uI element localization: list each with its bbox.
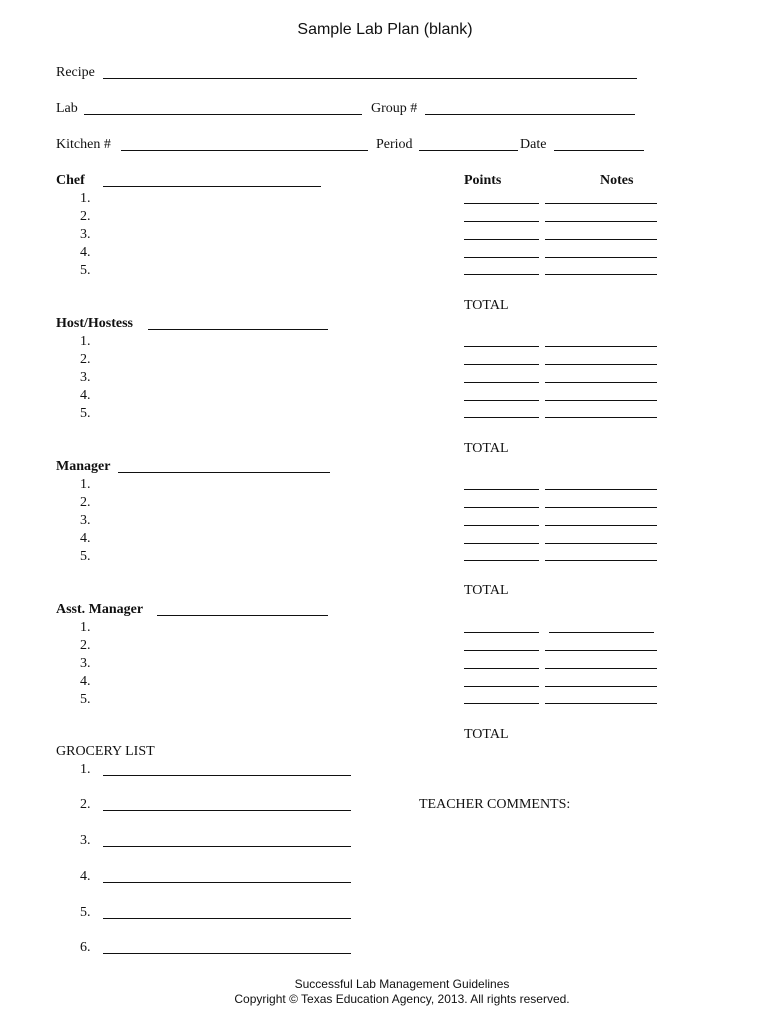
points-line[interactable]: [464, 382, 539, 383]
points-line[interactable]: [464, 632, 539, 633]
teacher-comments-label: TEACHER COMMENTS:: [419, 797, 571, 812]
section-role-chef: Chef: [56, 173, 85, 188]
points-line[interactable]: [464, 346, 539, 347]
points-line[interactable]: [464, 543, 539, 544]
group-line[interactable]: [425, 114, 635, 115]
chef-name-line[interactable]: [103, 186, 321, 187]
task-number: 3.: [80, 656, 91, 671]
points-line[interactable]: [464, 257, 539, 258]
task-number: 2.: [80, 638, 91, 653]
points-line[interactable]: [464, 203, 539, 204]
task-number: 1.: [80, 191, 91, 206]
section-total: TOTAL: [464, 298, 509, 313]
points-line[interactable]: [464, 668, 539, 669]
grocery-number: 3.: [80, 833, 91, 848]
asst-manager-name-line[interactable]: [157, 615, 328, 616]
grocery-heading: GROCERY LIST: [56, 744, 155, 759]
recipe-line[interactable]: [103, 78, 637, 79]
notes-line[interactable]: [545, 274, 657, 275]
grocery-line[interactable]: [103, 882, 351, 883]
host-name-line[interactable]: [148, 329, 328, 330]
points-line[interactable]: [464, 525, 539, 526]
points-line[interactable]: [464, 560, 539, 561]
task-number: 4.: [80, 388, 91, 403]
notes-line[interactable]: [545, 686, 657, 687]
section-total: TOTAL: [464, 727, 509, 742]
task-number: 3.: [80, 513, 91, 528]
notes-line[interactable]: [545, 239, 657, 240]
task-number: 5.: [80, 549, 91, 564]
notes-line[interactable]: [545, 650, 657, 651]
notes-line[interactable]: [545, 346, 657, 347]
task-number: 1.: [80, 334, 91, 349]
task-number: 4.: [80, 674, 91, 689]
points-line[interactable]: [464, 650, 539, 651]
points-line[interactable]: [464, 489, 539, 490]
kitchen-label: Kitchen #: [56, 137, 111, 152]
section-total: TOTAL: [464, 583, 509, 598]
notes-line[interactable]: [545, 543, 657, 544]
task-number: 3.: [80, 227, 91, 242]
notes-line[interactable]: [545, 703, 657, 704]
task-number: 4.: [80, 531, 91, 546]
grocery-line[interactable]: [103, 775, 351, 776]
footer-title: Successful Lab Management Guidelines: [294, 977, 510, 991]
section-role-asst-manager: Asst. Manager: [56, 602, 144, 617]
points-line[interactable]: [464, 364, 539, 365]
notes-line[interactable]: [545, 364, 657, 365]
notes-line[interactable]: [545, 257, 657, 258]
grocery-number: 4.: [80, 869, 91, 884]
recipe-label: Recipe: [56, 65, 95, 80]
notes-line[interactable]: [545, 417, 657, 418]
task-number: 5.: [80, 692, 91, 707]
grocery-line[interactable]: [103, 810, 351, 811]
task-number: 1.: [80, 620, 91, 635]
notes-line[interactable]: [545, 507, 657, 508]
task-number: 5.: [80, 406, 91, 421]
date-line[interactable]: [554, 150, 644, 151]
task-number: 1.: [80, 477, 91, 492]
points-heading: Points: [464, 173, 502, 188]
notes-line[interactable]: [545, 525, 657, 526]
grocery-number: 2.: [80, 797, 91, 812]
footer-copyright: Copyright © Texas Education Agency, 2013. All rights reserved.: [234, 992, 570, 1006]
date-label: Date: [520, 137, 547, 152]
notes-heading: Notes: [600, 173, 634, 188]
notes-line[interactable]: [545, 382, 657, 383]
notes-line[interactable]: [545, 221, 657, 222]
task-number: 2.: [80, 209, 91, 224]
grocery-line[interactable]: [103, 846, 351, 847]
grocery-line[interactable]: [103, 953, 351, 954]
kitchen-line[interactable]: [121, 150, 368, 151]
points-line[interactable]: [464, 400, 539, 401]
grocery-number: 5.: [80, 905, 91, 920]
grocery-line[interactable]: [103, 918, 351, 919]
notes-line[interactable]: [545, 203, 657, 204]
points-line[interactable]: [464, 274, 539, 275]
points-line[interactable]: [464, 221, 539, 222]
page-title: Sample Lab Plan (blank): [297, 21, 473, 38]
task-number: 4.: [80, 245, 91, 260]
task-number: 2.: [80, 495, 91, 510]
section-role-host: Host/Hostess: [56, 316, 133, 331]
grocery-number: 1.: [80, 762, 91, 777]
task-number: 2.: [80, 352, 91, 367]
notes-line[interactable]: [545, 668, 657, 669]
lab-line[interactable]: [84, 114, 362, 115]
notes-line[interactable]: [545, 489, 657, 490]
grocery-number: 6.: [80, 940, 91, 955]
lab-label: Lab: [56, 101, 78, 116]
task-number: 5.: [80, 263, 91, 278]
section-total: TOTAL: [464, 441, 509, 456]
notes-line[interactable]: [545, 400, 657, 401]
points-line[interactable]: [464, 417, 539, 418]
points-line[interactable]: [464, 239, 539, 240]
notes-line[interactable]: [549, 632, 654, 633]
points-line[interactable]: [464, 507, 539, 508]
section-role-manager: Manager: [56, 459, 111, 474]
points-line[interactable]: [464, 686, 539, 687]
points-line[interactable]: [464, 703, 539, 704]
group-label: Group #: [371, 101, 418, 116]
manager-name-line[interactable]: [118, 472, 330, 473]
period-line[interactable]: [419, 150, 518, 151]
period-label: Period: [376, 137, 413, 152]
task-number: 3.: [80, 370, 91, 385]
notes-line[interactable]: [545, 560, 657, 561]
